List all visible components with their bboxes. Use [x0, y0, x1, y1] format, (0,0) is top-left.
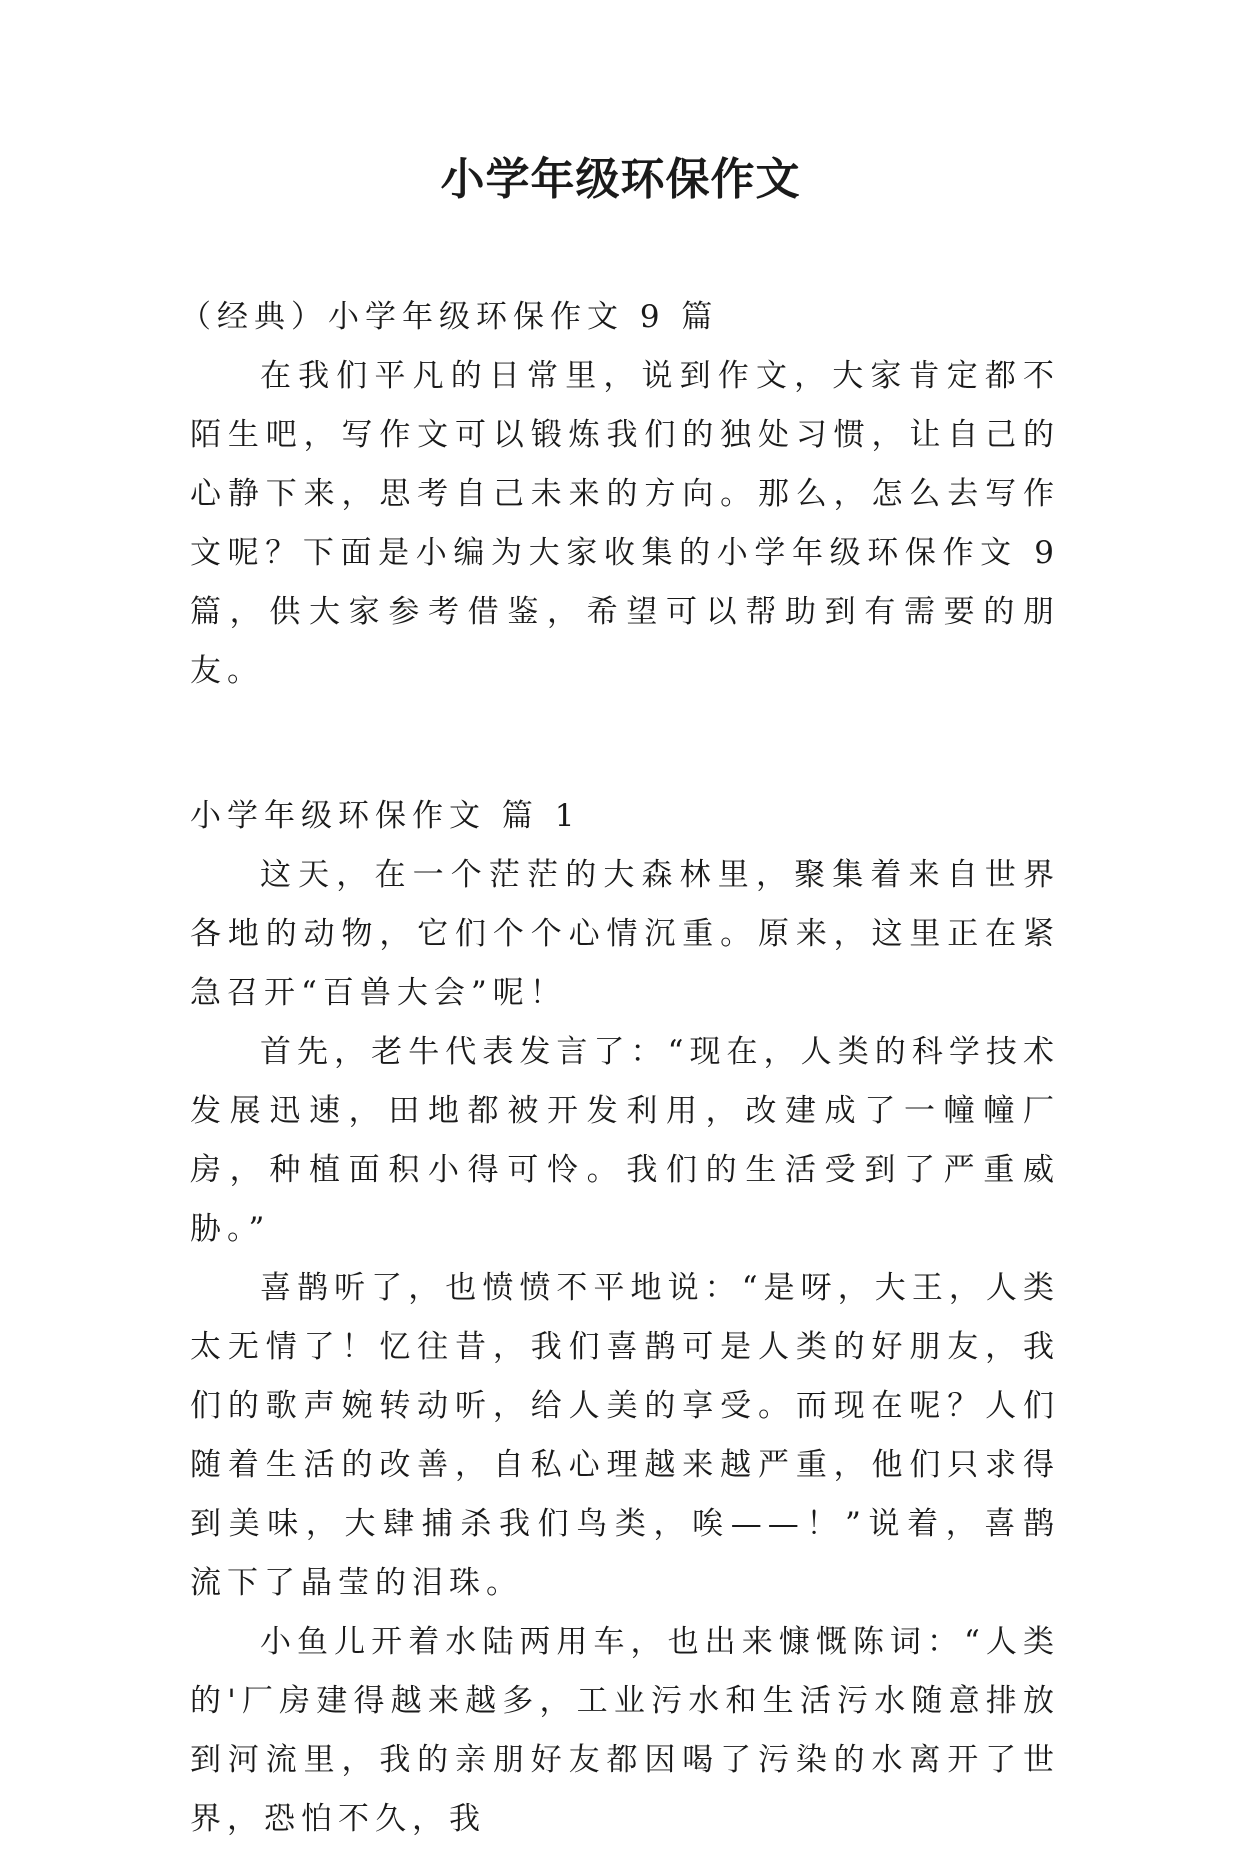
body-paragraph: 这天，在一个茫茫的大森林里，聚集着来自世界各地的动物，它们个个心情沉重。原来，这里正在紧急召开“百兽大会”呢！: [190, 857, 1060, 1011]
intro-paragraph: 在我们平凡的日常里，说到作文，大家肯定都不陌生吧，写作文可以锻炼我们的独处习惯，让自己的心静下来，思考自己未来的方向。那么，怎么去写作文呢？下面是小编为大家收集的小学年级环保作文 9 篇，供大家参考借鉴，希望可以帮助到有需要的朋友。: [190, 358, 1060, 689]
document-title: 小学年级环保作文: [440, 154, 801, 205]
body-paragraph: 喜鹊听了，也愤愤不平地说：“是呀，大王，人类太无情了！忆往昔，我们喜鹊可是人类的好朋友，我们的歌声婉转动听，给人美的享受。而现在呢？人们随着生活的改善，自私心理越来越严重，他们只求得到美味，大肆捕杀我们鸟类，唉——！”说着，喜鹊流下了晶莹的泪珠。: [190, 1270, 1060, 1601]
document-subtitle: （经典）小学年级环保作文 9 篇: [180, 299, 719, 335]
body-paragraph: 小鱼儿开着水陆两用车，也出来慷慨陈词：“人类的'厂房建得越来越多，工业污水和生活污水随意排放到河流里，我的亲朋好友都因喝了污染的水离开了世界，恐怕不久，我: [190, 1624, 1060, 1837]
section-spacer: [190, 701, 1060, 787]
document-body: [180, 288, 1060, 1849]
body-paragraph: 首先，老牛代表发言了：“现在，人类的科学技术发展迅速，田地都被开发利用，改建成了一幢幢厂房，种植面积小得可怜。我们的生活受到了严重威胁。”: [190, 1034, 1060, 1247]
section-heading: 小学年级环保作文 篇 1: [190, 798, 581, 834]
